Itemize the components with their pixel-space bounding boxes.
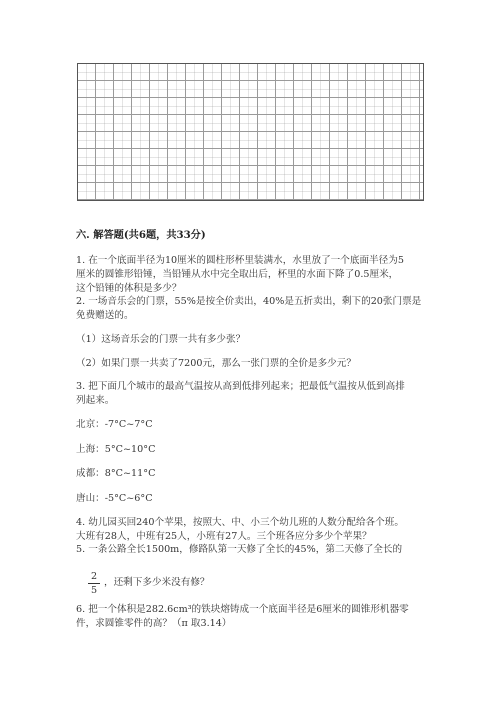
- fraction-denominator: 5: [90, 585, 98, 596]
- city-beijing: 北京：-7°C~7°C: [76, 419, 153, 430]
- section-title: 六. 解答题(共6题，共33分): [76, 229, 206, 241]
- city-tangshan: 唐山：-5°C~6°C: [76, 493, 153, 504]
- fraction-numerator: 2: [88, 571, 100, 584]
- q1-line-1: 1. 在一个底面半径为10厘米的圆柱形杯里装满水，水里放了一个底面半径为5: [76, 255, 404, 266]
- q3-line-2: 列起来。: [76, 395, 115, 406]
- q1-line-2: 厘米的圆锥形铅锤，当铅锤从水中完全取出后，杯里的水面下降了0.5厘米，: [76, 269, 399, 280]
- q4-line-2: 大班有28人，中班有25人，小班有27人。三个班各应分多少个苹果？: [76, 531, 372, 542]
- q6-line-1: 6. 把一个体积是282.6cm³的铁块熔铸成一个底面半径是6厘米的圆锥形机器零: [76, 604, 409, 615]
- q2-sub-1: （1）这场音乐会的门票一共有多少张？: [76, 334, 246, 345]
- q5-line-2: ，还剩下多少米没有修？: [104, 577, 210, 588]
- q6-line-2: 件，求圆锥零件的高？（π 取3.14）: [76, 618, 232, 629]
- q3-line-1: 3. 把下面几个城市的最高气温按从高到低排列起来；把最低气温按从低到高排: [76, 381, 405, 392]
- q2-line-2: 免费赠送的。: [76, 310, 134, 321]
- q2-sub-2: （2）如果门票一共卖了7200元，那么一张门票的全价是多少元？: [76, 358, 356, 369]
- city-chengdu: 成都：8°C~11°C: [76, 468, 156, 479]
- city-shanghai: 上海：5°C~10°C: [76, 444, 156, 455]
- writing-grid: [77, 63, 424, 201]
- q1-line-3: 这个铅锤的体积是多少？: [76, 283, 182, 294]
- q2-line-1: 2. 一场音乐会的门票，55%是按全价卖出，40%是五折卖出，剩下的20张门票是: [76, 296, 422, 307]
- q4-line-1: 4. 幼儿园买回240个苹果，按照大、中、小三个幼儿班的人数分配给各个班。: [76, 517, 404, 528]
- fraction-two-fifths: [88, 571, 100, 596]
- q5-line-1: 5. 一条公路全长1500m，修路队第一天修了全长的45%，第二天修了全长的: [76, 544, 403, 555]
